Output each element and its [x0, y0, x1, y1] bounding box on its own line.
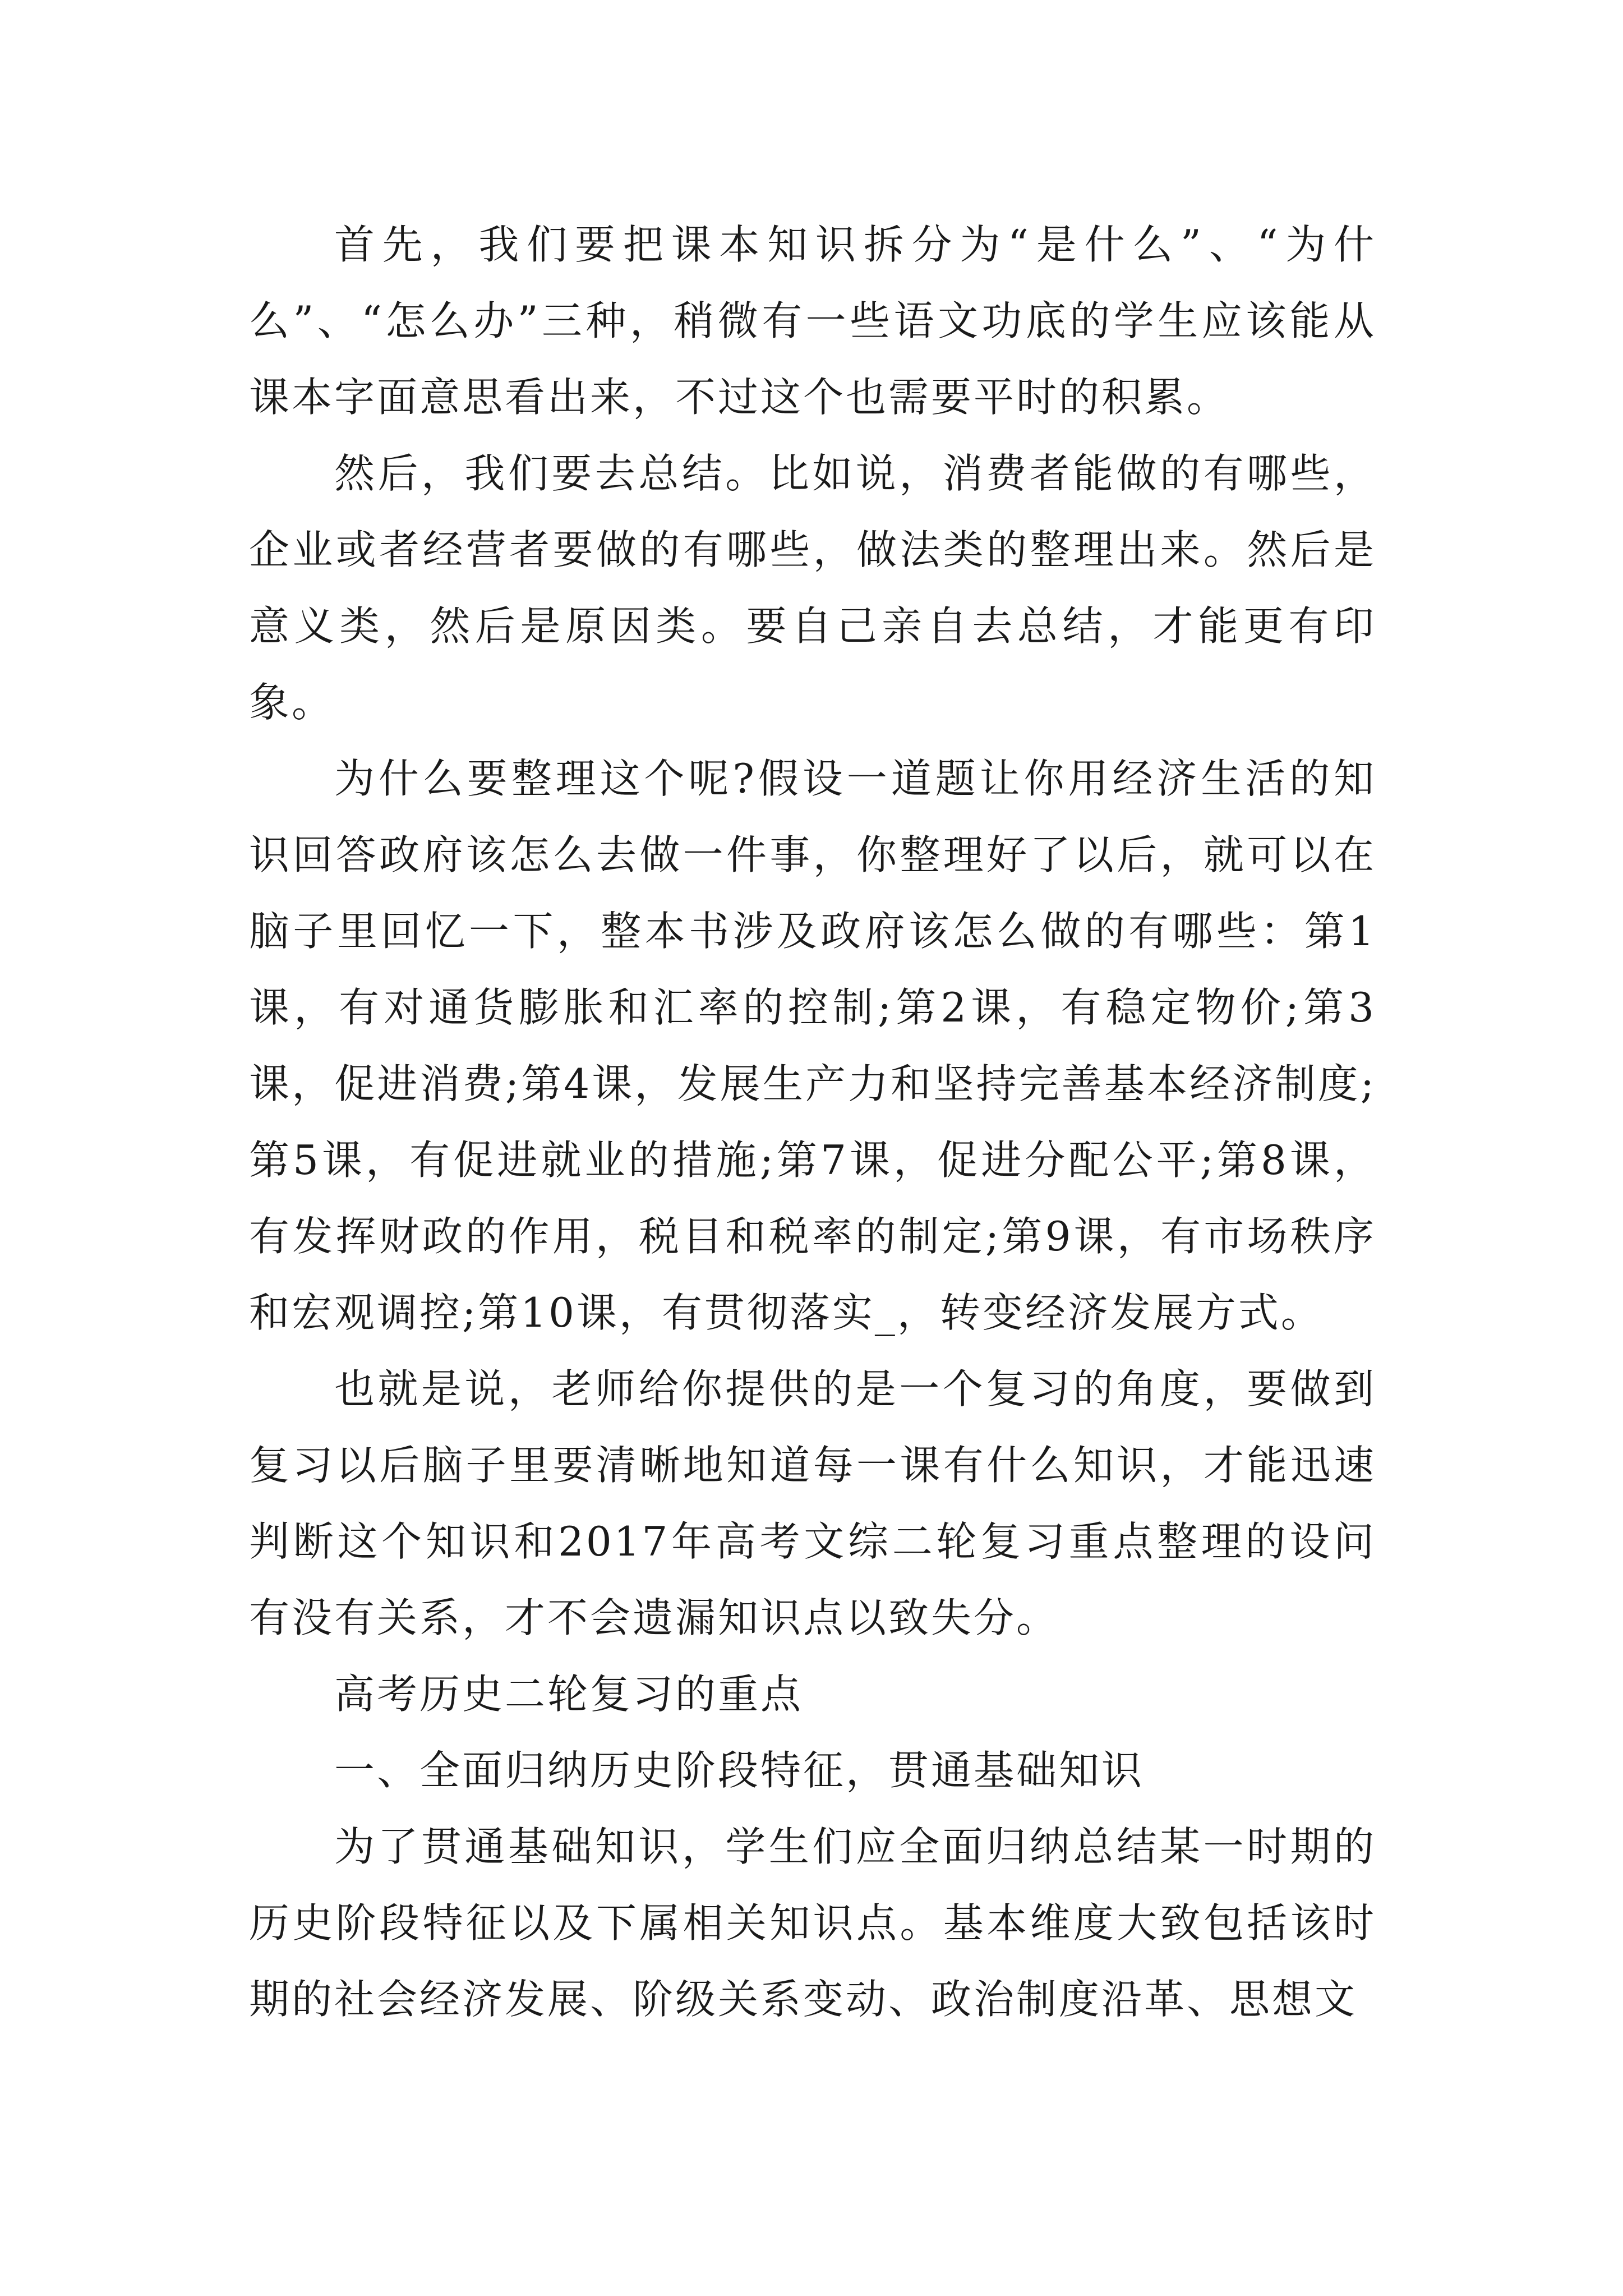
- section-heading-history-review: 高考历史二轮复习的重点: [334, 1671, 804, 1718]
- paragraph-split-knowledge: 首先，我们要把课本知识拆分为“是什么”、“为什么”、“怎么办”三种，稍微有一些语文功底的学生应该能从课本字面意思看出来，不过这个也需要平时的积累。: [249, 221, 1376, 421]
- subheading-stage-features: 一、全面归纳历史阶段特征，贯通基础知识: [334, 1747, 1145, 1794]
- paragraph-why-organize: 为什么要整理这个呢?假设一道题让你用经济生活的知识回答政府该怎么去做一件事，你整理好了以后，就可以在脑子里回忆一下，整本书涉及政府该怎么做的有哪些：第1课，有对通货膨胀和汇率的控制;第2课，有稳定物价;第3课，促进消费;第4课，发展生产力和坚持完善基本经济制度;第5课，有促进就业的措施;第7课，促进分配公平;第8课，有发挥财政的作用，税目和税率的制定;第9课，有市场秩序和宏观调控;第10课，有贯彻落实_，转变经济发展方式。: [249, 755, 1376, 1336]
- paragraph-summarize: 然后，我们要去总结。比如说，消费者能做的有哪些，企业或者经营者要做的有哪些，做法类的整理出来。然后是意义类，然后是原因类。要自己亲自去总结，才能更有印象。: [249, 450, 1376, 726]
- document-body: [249, 206, 1376, 2037]
- paragraph-review-angle: 也就是说，老师给你提供的是一个复习的角度，要做到复习以后脑子里要清晰地知道每一课有什么知识，才能迅速判断这个知识和2017年高考文综二轮复习重点整理的设问有没有关系，才不会遗漏知识点以致失分。: [249, 1365, 1376, 1641]
- paragraph-basic-knowledge: 为了贯通基础知识，学生们应全面归纳总结某一时期的历史阶段特征以及下属相关知识点。基本维度大致包括该时期的社会经济发展、阶级关系变动、政治制度沿革、思想文: [249, 1823, 1376, 2023]
